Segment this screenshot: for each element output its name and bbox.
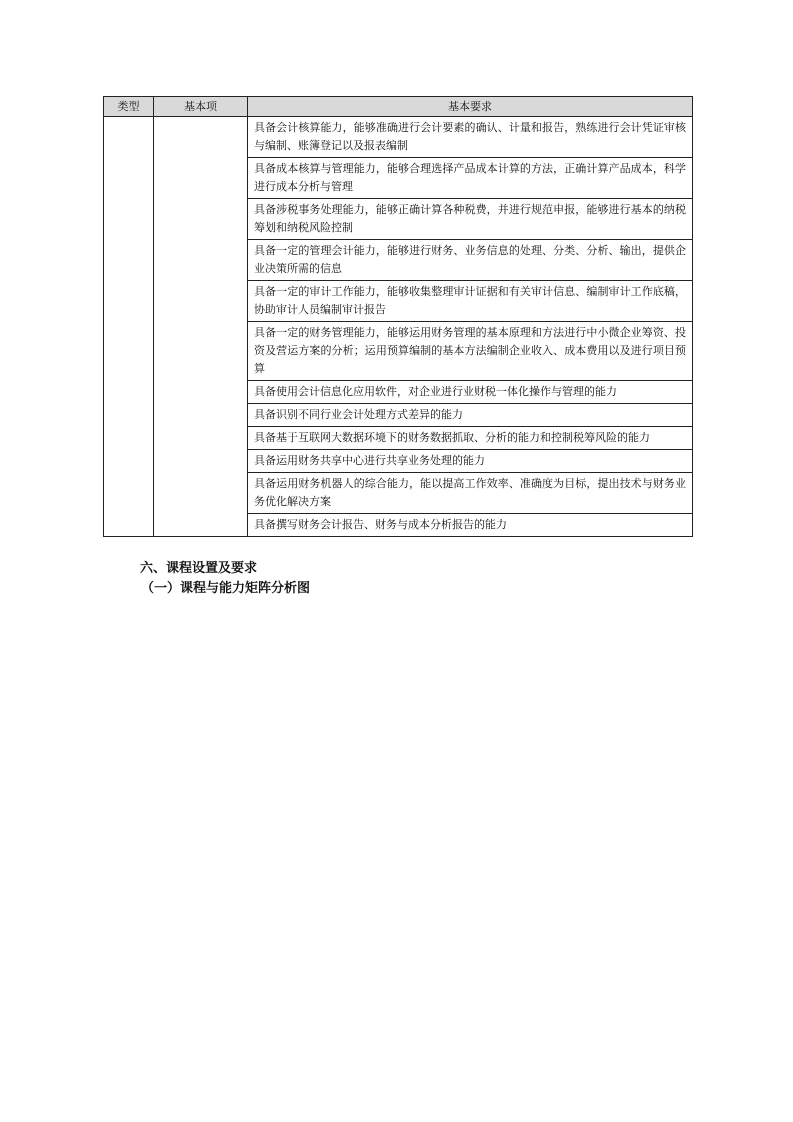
requirement-cell: 具备运用财务机器人的综合能力，能以提高工作效率、准确度为目标，提出技术与财务业务优化解决方案: [248, 473, 693, 514]
requirement-cell: 具备一定的审计工作能力，能够收集整理审计证据和有关审计信息、编制审计工作底稿，协助审计人员编制审计报告: [248, 281, 693, 322]
requirement-cell: 具备撰写财务会计报告、财务与成本分析报告的能力: [248, 514, 693, 537]
requirement-cell: 具备使用会计信息化应用软件，对企业进行业财税一体化操作与管理的能力: [248, 381, 693, 404]
requirement-cell: 具备一定的财务管理能力，能够运用财务管理的基本原理和方法进行中小微企业筹资、投资及营运方案的分析；运用预算编制的基本方法编制企业收入、成本费用以及进行项目预算: [248, 322, 693, 381]
header-basic-item: 基本项: [154, 97, 248, 117]
header-basic-requirement: 基本要求: [248, 97, 693, 117]
requirement-cell: 具备一定的管理会计能力，能够进行财务、业务信息的处理、分类、分析、输出，提供企业决策所需的信息: [248, 240, 693, 281]
requirement-cell: 具备运用财务共享中心进行共享业务处理的能力: [248, 450, 693, 473]
table-row: [104, 117, 693, 158]
requirement-cell: 具备会计核算能力，能够准确进行会计要素的确认、计量和报告，熟练进行会计凭证审核与编制、账簿登记以及报表编制: [248, 117, 693, 158]
table-header-row: [104, 97, 693, 117]
requirements-table: [103, 96, 693, 537]
requirement-cell: 具备涉税事务处理能力，能够正确计算各种税费，并进行规范申报，能够进行基本的纳税筹划和纳税风险控制: [248, 199, 693, 240]
type-cell-empty: [104, 117, 154, 537]
section-heading: 六、课程设置及要求: [140, 561, 258, 576]
header-type: 类型: [104, 97, 154, 117]
basic-item-cell-empty: [154, 117, 248, 537]
requirement-cell: 具备基于互联网大数据环境下的财务数据抓取、分析的能力和控制税筹风险的能力: [248, 427, 693, 450]
subsection-heading: （一）课程与能力矩阵分析图: [141, 581, 311, 596]
requirement-cell: 具备识别不同行业会计处理方式差异的能力: [248, 404, 693, 427]
requirement-cell: 具备成本核算与管理能力，能够合理选择产品成本计算的方法，正确计算产品成本，科学进行成本分析与管理: [248, 158, 693, 199]
